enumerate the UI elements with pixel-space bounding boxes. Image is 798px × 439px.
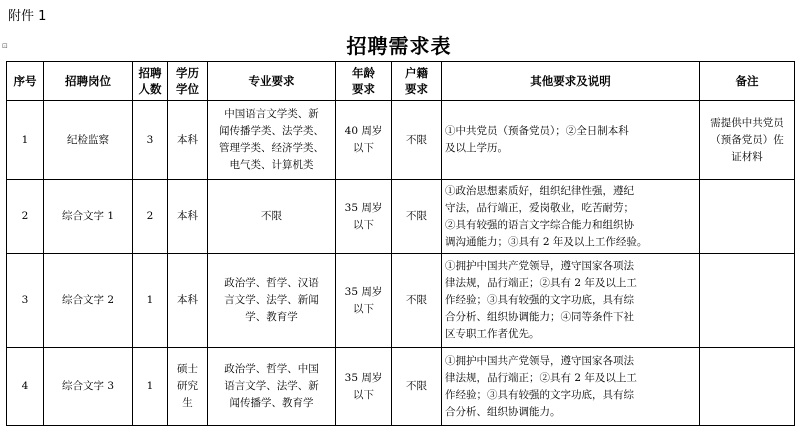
cell-position: 纪检监察 — [44, 101, 133, 180]
cell-hukou: 不限 — [392, 254, 442, 348]
header-row — [7, 62, 795, 101]
recruitment-table — [6, 61, 795, 426]
cell-position: 综合文字 2 — [44, 254, 133, 348]
cell-hukou: 不限 — [392, 180, 442, 254]
cell-remark — [700, 254, 795, 348]
table-row — [7, 101, 795, 180]
cell-age: 35 周岁 以下 — [336, 254, 392, 348]
cell-age: 35 周岁 以下 — [336, 348, 392, 426]
cell-seq: 1 — [7, 101, 44, 180]
cell-education: 本科 — [168, 254, 208, 348]
cell-count: 2 — [133, 180, 168, 254]
cell-count: 3 — [133, 101, 168, 180]
header-position: 招聘岗位 — [44, 62, 133, 101]
cell-remark — [700, 348, 795, 426]
cell-position: 综合文字 1 — [44, 180, 133, 254]
cell-education: 本科 — [168, 101, 208, 180]
cell-age: 35 周岁 以下 — [336, 180, 392, 254]
cell-hukou: 不限 — [392, 101, 442, 180]
header-age: 年龄 要求 — [336, 62, 392, 101]
cell-position: 综合文字 3 — [44, 348, 133, 426]
cell-seq: 4 — [7, 348, 44, 426]
cell-seq: 2 — [7, 180, 44, 254]
attachment-label: 附件 1 — [8, 9, 47, 24]
cell-education: 本科 — [168, 180, 208, 254]
header-other: 其他要求及说明 — [442, 62, 700, 101]
header-count: 招聘 人数 — [133, 62, 168, 101]
header-education: 学历 学位 — [168, 62, 208, 101]
cell-major: 政治学、哲学、汉语 言文学、法学、新闻 学、教育学 — [208, 254, 336, 348]
header-remark: 备注 — [700, 62, 795, 101]
table-row — [7, 254, 795, 348]
paragraph-anchor-icon: ⊡ — [2, 42, 8, 50]
header-seq: 序号 — [7, 62, 44, 101]
cell-other: ①拥护中国共产党领导，遵守国家各项法 律法规，品行端正；②具有 2 年及以上工 作经验；③具有较强的文字功底，具有综 合分析、组织协调能力。 — [442, 348, 700, 426]
header-hukou: 户籍 要求 — [392, 62, 442, 101]
cell-seq: 3 — [7, 254, 44, 348]
cell-hukou: 不限 — [392, 348, 442, 426]
cell-other: ①中共党员（预备党员）；②全日制本科 及以上学历。 — [442, 101, 700, 180]
cell-remark: 需提供中共党员 （预备党员）佐 证材料 — [700, 101, 795, 180]
cell-education: 硕士 研究 生 — [168, 348, 208, 426]
document-title: 招聘需求表 — [346, 34, 452, 58]
cell-major: 中国语言文学类、新 闻传播学类、法学类、 管理学类、经济学类、 电气类、计算机类 — [208, 101, 336, 180]
cell-major: 政治学、哲学、中国 语言文学、法学、新 闻传播学、教育学 — [208, 348, 336, 426]
cell-age: 40 周岁 以下 — [336, 101, 392, 180]
cell-major: 不限 — [208, 180, 336, 254]
header-major: 专业要求 — [208, 62, 336, 101]
cell-other: ①政治思想素质好，组织纪律性强，遵纪 守法，品行端正，爱岗敬业，吃苦耐劳； ②具有较强的语言文字综合能力和组织协 调沟通能力；③具有 2 年及以上工作经验。 — [442, 180, 700, 254]
cell-other: ①拥护中国共产党领导，遵守国家各项法 律法规，品行端正；②具有 2 年及以上工 作经验；③具有较强的文字功底，具有综 合分析、组织协调能力；④同等条件下社 区专职工作者优先。 — [442, 254, 700, 348]
cell-count: 1 — [133, 348, 168, 426]
cell-remark — [700, 180, 795, 254]
cell-count: 1 — [133, 254, 168, 348]
table-row — [7, 348, 795, 426]
table-row — [7, 180, 795, 254]
